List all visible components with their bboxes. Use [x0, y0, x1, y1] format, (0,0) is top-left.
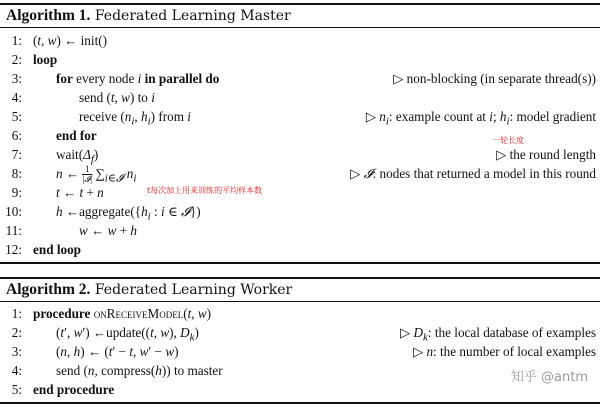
algo1-line-3 [0, 69, 600, 88]
line-code: send (n, compress(h)) to master [56, 363, 223, 378]
line-number: 7: [11, 147, 22, 162]
algo2-title-rule [0, 301, 600, 302]
algo1-line-12 [0, 240, 600, 259]
algo1-line-1 [0, 31, 600, 50]
line-code: end for [56, 128, 97, 143]
line-code: (n, h) ← (t′ − t, w′ − w) [56, 344, 179, 359]
algo2-line-1 [0, 304, 600, 323]
algo1-line-4 [0, 88, 600, 107]
algo2-line-2 [0, 323, 600, 342]
line-number: 10: [5, 204, 22, 219]
algo1-line-2 [0, 50, 600, 69]
line-number: 6: [11, 128, 22, 143]
line-number: 12: [5, 242, 22, 257]
round-length-annotation: 一轮长度 [492, 136, 524, 145]
line-code: h $\leftarrow aggregate(\{h_i$ : i ∈ 𝓘}) [56, 204, 201, 223]
line-number: 9: [11, 185, 22, 200]
line-code: n ← 1 |𝓘| $\sum_{i\in 𝓘}$ $n_i$ [56, 164, 137, 185]
algo1-line-5 [0, 107, 600, 126]
algo1-title-rule [0, 27, 600, 28]
algo2-title-text: Federated Learning Worker [94, 282, 293, 298]
line-number: 11: [5, 223, 22, 238]
line-comment: ▷ 𝓘: nodes that returned a model in this round [350, 166, 596, 181]
algo2-title [6, 281, 292, 299]
line-number: 1: [11, 306, 22, 321]
line-comment: ▷ $n_i$: example count at i; $h_i$: model gradient [365, 109, 596, 128]
algo1-title [6, 7, 291, 25]
line-number: 1: [11, 33, 22, 48]
line-code: end loop [33, 242, 82, 257]
line-number: 2: [11, 52, 22, 67]
line-number: 3: [11, 344, 22, 359]
line-number: 4: [11, 90, 22, 105]
zhihu-watermark: 知乎 @antm [510, 370, 588, 385]
line-code: $wait(\Delta_f)$ [56, 147, 99, 166]
line-code: send (t, w) to i [79, 90, 155, 105]
line-code: loop [33, 52, 58, 67]
line-number: 3: [11, 71, 22, 86]
algo1-line-8 [0, 164, 600, 183]
line-code: w ← w + h [79, 223, 137, 238]
algo1-top-rule [0, 3, 600, 5]
line-comment: ▷ the round length [496, 147, 596, 162]
algo1-title-text: Federated Learning Master [94, 8, 291, 24]
line-code: (t, w) ← init() [33, 33, 108, 48]
algo1-line-10 [0, 202, 600, 221]
algo1-line-9 [0, 183, 600, 202]
algo1-title-label: Algorithm 1. [6, 7, 91, 24]
line-number: 8: [11, 166, 22, 181]
line-code: t ← t + n [56, 185, 104, 200]
line-code: (t′, w′) ←update((t, w), $D_k$) [56, 325, 199, 344]
line-code: procedure onReceiveModel(t, w) [33, 306, 212, 321]
line-code: end procedure [33, 382, 115, 397]
algo2-line-3 [0, 342, 600, 361]
line-comment: ▷ non-blocking (in separate thread(s)) [393, 71, 596, 86]
algo2-top-rule [0, 277, 600, 279]
avg-samples-annotation: t每次加上用来训练的平均样本数 [147, 186, 263, 195]
algo1-bottom-rule [0, 262, 600, 264]
line-number: 5: [11, 109, 22, 124]
algo1-line-11 [0, 221, 600, 240]
algo2-bottom-rule [0, 402, 600, 404]
line-number: 5: [11, 382, 22, 397]
line-number: 2: [11, 325, 22, 340]
algo1-line-7 [0, 145, 600, 164]
line-comment: ▷ n: the number of local examples [412, 344, 596, 359]
line-code: for every node i in parallel do [56, 71, 220, 86]
line-comment: ▷ $D_k$: the local database of examples [400, 325, 596, 344]
line-code: receive ($n_i$, $h_i$) from i [79, 109, 191, 128]
algo2-title-label: Algorithm 2. [6, 281, 91, 298]
line-number: 4: [11, 363, 22, 378]
